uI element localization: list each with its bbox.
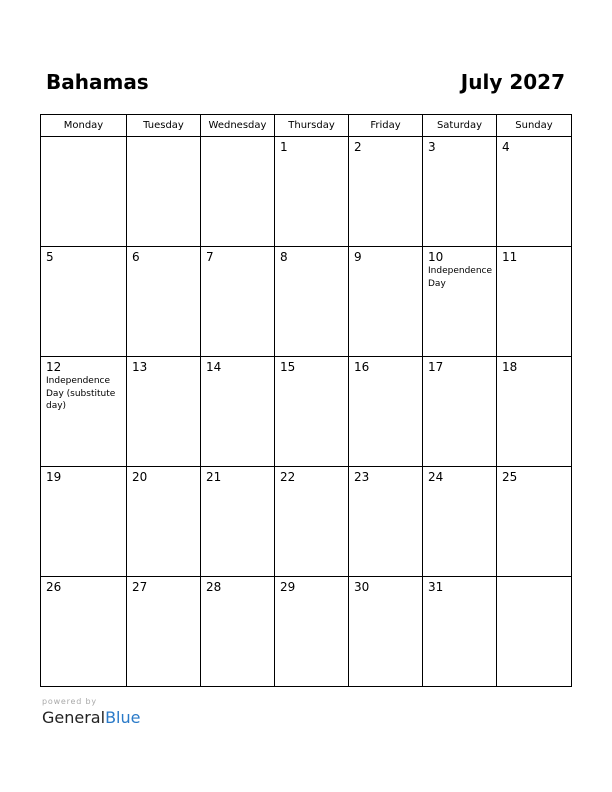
day-cell <box>423 357 497 467</box>
day-cell <box>41 467 127 577</box>
day-cell <box>497 247 572 357</box>
day-cell <box>127 357 201 467</box>
day-number: 31 <box>428 580 444 594</box>
day-number: 26 <box>46 580 62 594</box>
day-number: 5 <box>46 250 54 264</box>
day-number: 27 <box>132 580 148 594</box>
weekday-wednesday: Wednesday <box>201 115 275 137</box>
day-cell <box>349 357 423 467</box>
day-cell <box>201 357 275 467</box>
day-cell <box>423 577 497 687</box>
day-number: 3 <box>428 140 436 154</box>
day-number: 8 <box>280 250 288 264</box>
weekday-saturday: Saturday <box>423 115 497 137</box>
logo-blue-text: Blue <box>105 708 141 727</box>
week-row <box>41 137 572 247</box>
day-number: 23 <box>354 470 370 484</box>
month-title: July 2027 <box>460 70 565 94</box>
day-cell <box>201 247 275 357</box>
day-cell <box>41 577 127 687</box>
day-cell <box>423 467 497 577</box>
day-cell <box>423 137 497 247</box>
day-number: 4 <box>502 140 510 154</box>
weekday-thursday: Thursday <box>275 115 349 137</box>
holiday-label: Independence Day <box>428 266 493 289</box>
day-number: 24 <box>428 470 444 484</box>
day-cell <box>201 577 275 687</box>
day-number: 12 <box>46 360 62 374</box>
day-number: 6 <box>132 250 140 264</box>
country-title: Bahamas <box>46 70 149 94</box>
day-number: 30 <box>354 580 370 594</box>
day-number: 14 <box>206 360 222 374</box>
day-number: 10 <box>428 250 444 264</box>
day-number: 25 <box>502 470 518 484</box>
day-cell <box>349 247 423 357</box>
day-number: 18 <box>502 360 518 374</box>
day-number: 22 <box>280 470 296 484</box>
day-cell <box>497 357 572 467</box>
day-number: 1 <box>280 140 288 154</box>
powered-by-text: powered by <box>42 697 97 706</box>
day-number: 17 <box>428 360 444 374</box>
day-number: 19 <box>46 470 62 484</box>
day-cell <box>201 467 275 577</box>
day-number: 28 <box>206 580 222 594</box>
logo-general-text: General <box>42 708 106 727</box>
day-cell <box>497 137 572 247</box>
day-cell <box>349 577 423 687</box>
day-cell <box>41 137 127 247</box>
day-cell <box>275 137 349 247</box>
day-cell <box>127 137 201 247</box>
weekday-sunday: Sunday <box>497 115 572 137</box>
day-cell <box>275 357 349 467</box>
week-row <box>41 467 572 577</box>
day-number: 16 <box>354 360 370 374</box>
day-cell <box>41 247 127 357</box>
day-cell <box>497 467 572 577</box>
day-cell <box>497 577 572 687</box>
day-cell <box>127 577 201 687</box>
day-number: 2 <box>354 140 362 154</box>
day-cell <box>275 247 349 357</box>
weekday-friday: Friday <box>349 115 423 137</box>
day-cell-holiday <box>423 247 497 357</box>
generalblue-logo[interactable] <box>42 708 140 727</box>
day-number: 7 <box>206 250 214 264</box>
day-cell <box>349 137 423 247</box>
day-number: 29 <box>280 580 296 594</box>
footer-branding <box>42 697 140 727</box>
day-cell-holiday <box>41 357 127 467</box>
day-cell <box>349 467 423 577</box>
weekday-monday: Monday <box>41 115 127 137</box>
day-cell <box>275 467 349 577</box>
day-cell <box>201 137 275 247</box>
weekday-header-row <box>41 115 572 137</box>
week-row <box>41 247 572 357</box>
day-number: 15 <box>280 360 296 374</box>
week-row <box>41 577 572 687</box>
week-row <box>41 357 572 467</box>
day-number: 11 <box>502 250 518 264</box>
day-cell <box>127 247 201 357</box>
day-cell <box>127 467 201 577</box>
holiday-label: Independence Day (substitute day) <box>46 376 116 411</box>
day-number: 13 <box>132 360 148 374</box>
day-number: 20 <box>132 470 148 484</box>
day-number: 21 <box>206 470 222 484</box>
calendar-grid <box>40 114 572 687</box>
calendar-header <box>41 70 572 100</box>
weekday-tuesday: Tuesday <box>127 115 201 137</box>
day-number: 9 <box>354 250 362 264</box>
day-cell <box>275 577 349 687</box>
